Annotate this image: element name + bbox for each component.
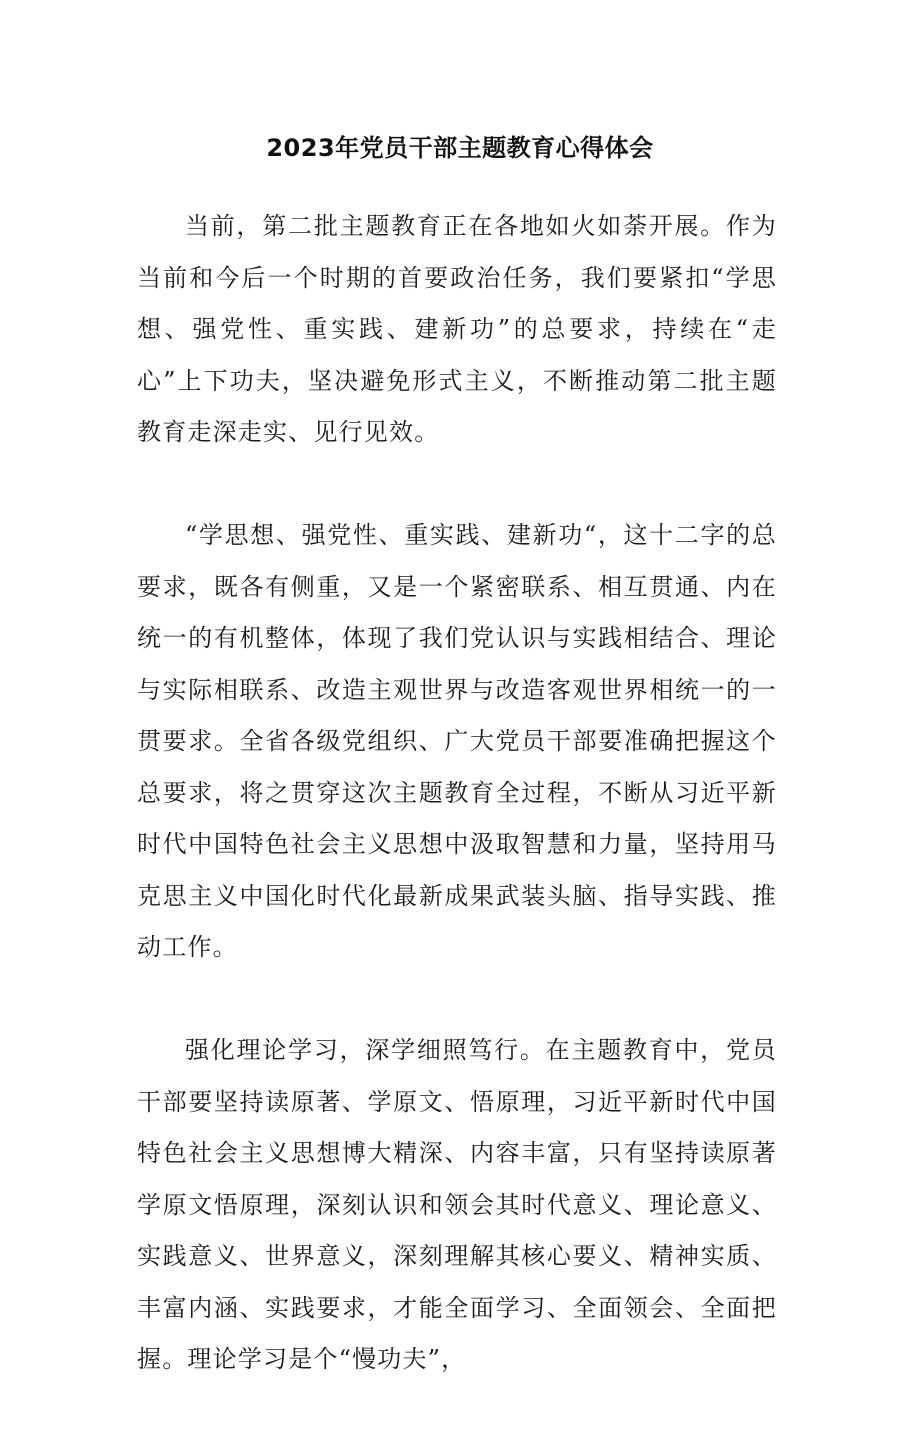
paragraph-1: 当前，第二批主题教育正在各地如火如荼开展。作为当前和今后一个时期的首要政治任务，我们要紧扣“学思想、强党性、重实践、建新功”的总要求，持续在“走心”上下功夫，坚决避免形式主义，不断推动第二批主题教育走深走实、见行见效。 [137,212,777,446]
document-title: 2023年党员干部主题教育心得体会 [266,134,654,162]
document-body [137,201,777,1437]
paragraph-3: 强化理论学习，深学细照笃行。在主题教育中，党员干部要坚持读原著、学原文、悟原理，习近平新时代中国特色社会主义思想博大精深、内容丰富，只有坚持读原著学原文悟原理，深刻认识和领会其时代意义、理论意义、实践意义、世界意义，深刻理解其核心要义、精神实质、丰富内涵、实践要求，才能全面学习、全面领会、全面把握。理论学习是个“慢功夫”， [137,1036,777,1373]
paragraph-2: “学思想、强党性、重实践、建新功“，这十二字的总要求，既各有侧重，又是一个紧密联系、相互贯通、内在统一的有机整体，体现了我们党认识与实践相结合、理论与实际相联系、改造主观世界与改造客观世界相统一的一贯要求。全省各级党组织、广大党员干部要准确把握这个总要求，将之贯穿这次主题教育全过程，不断从习近平新时代中国特色社会主义思想中汲取智慧和力量，坚持用马克思主义中国化时代化最新成果武装头脑、指导实践、推动工作。 [137,521,777,961]
